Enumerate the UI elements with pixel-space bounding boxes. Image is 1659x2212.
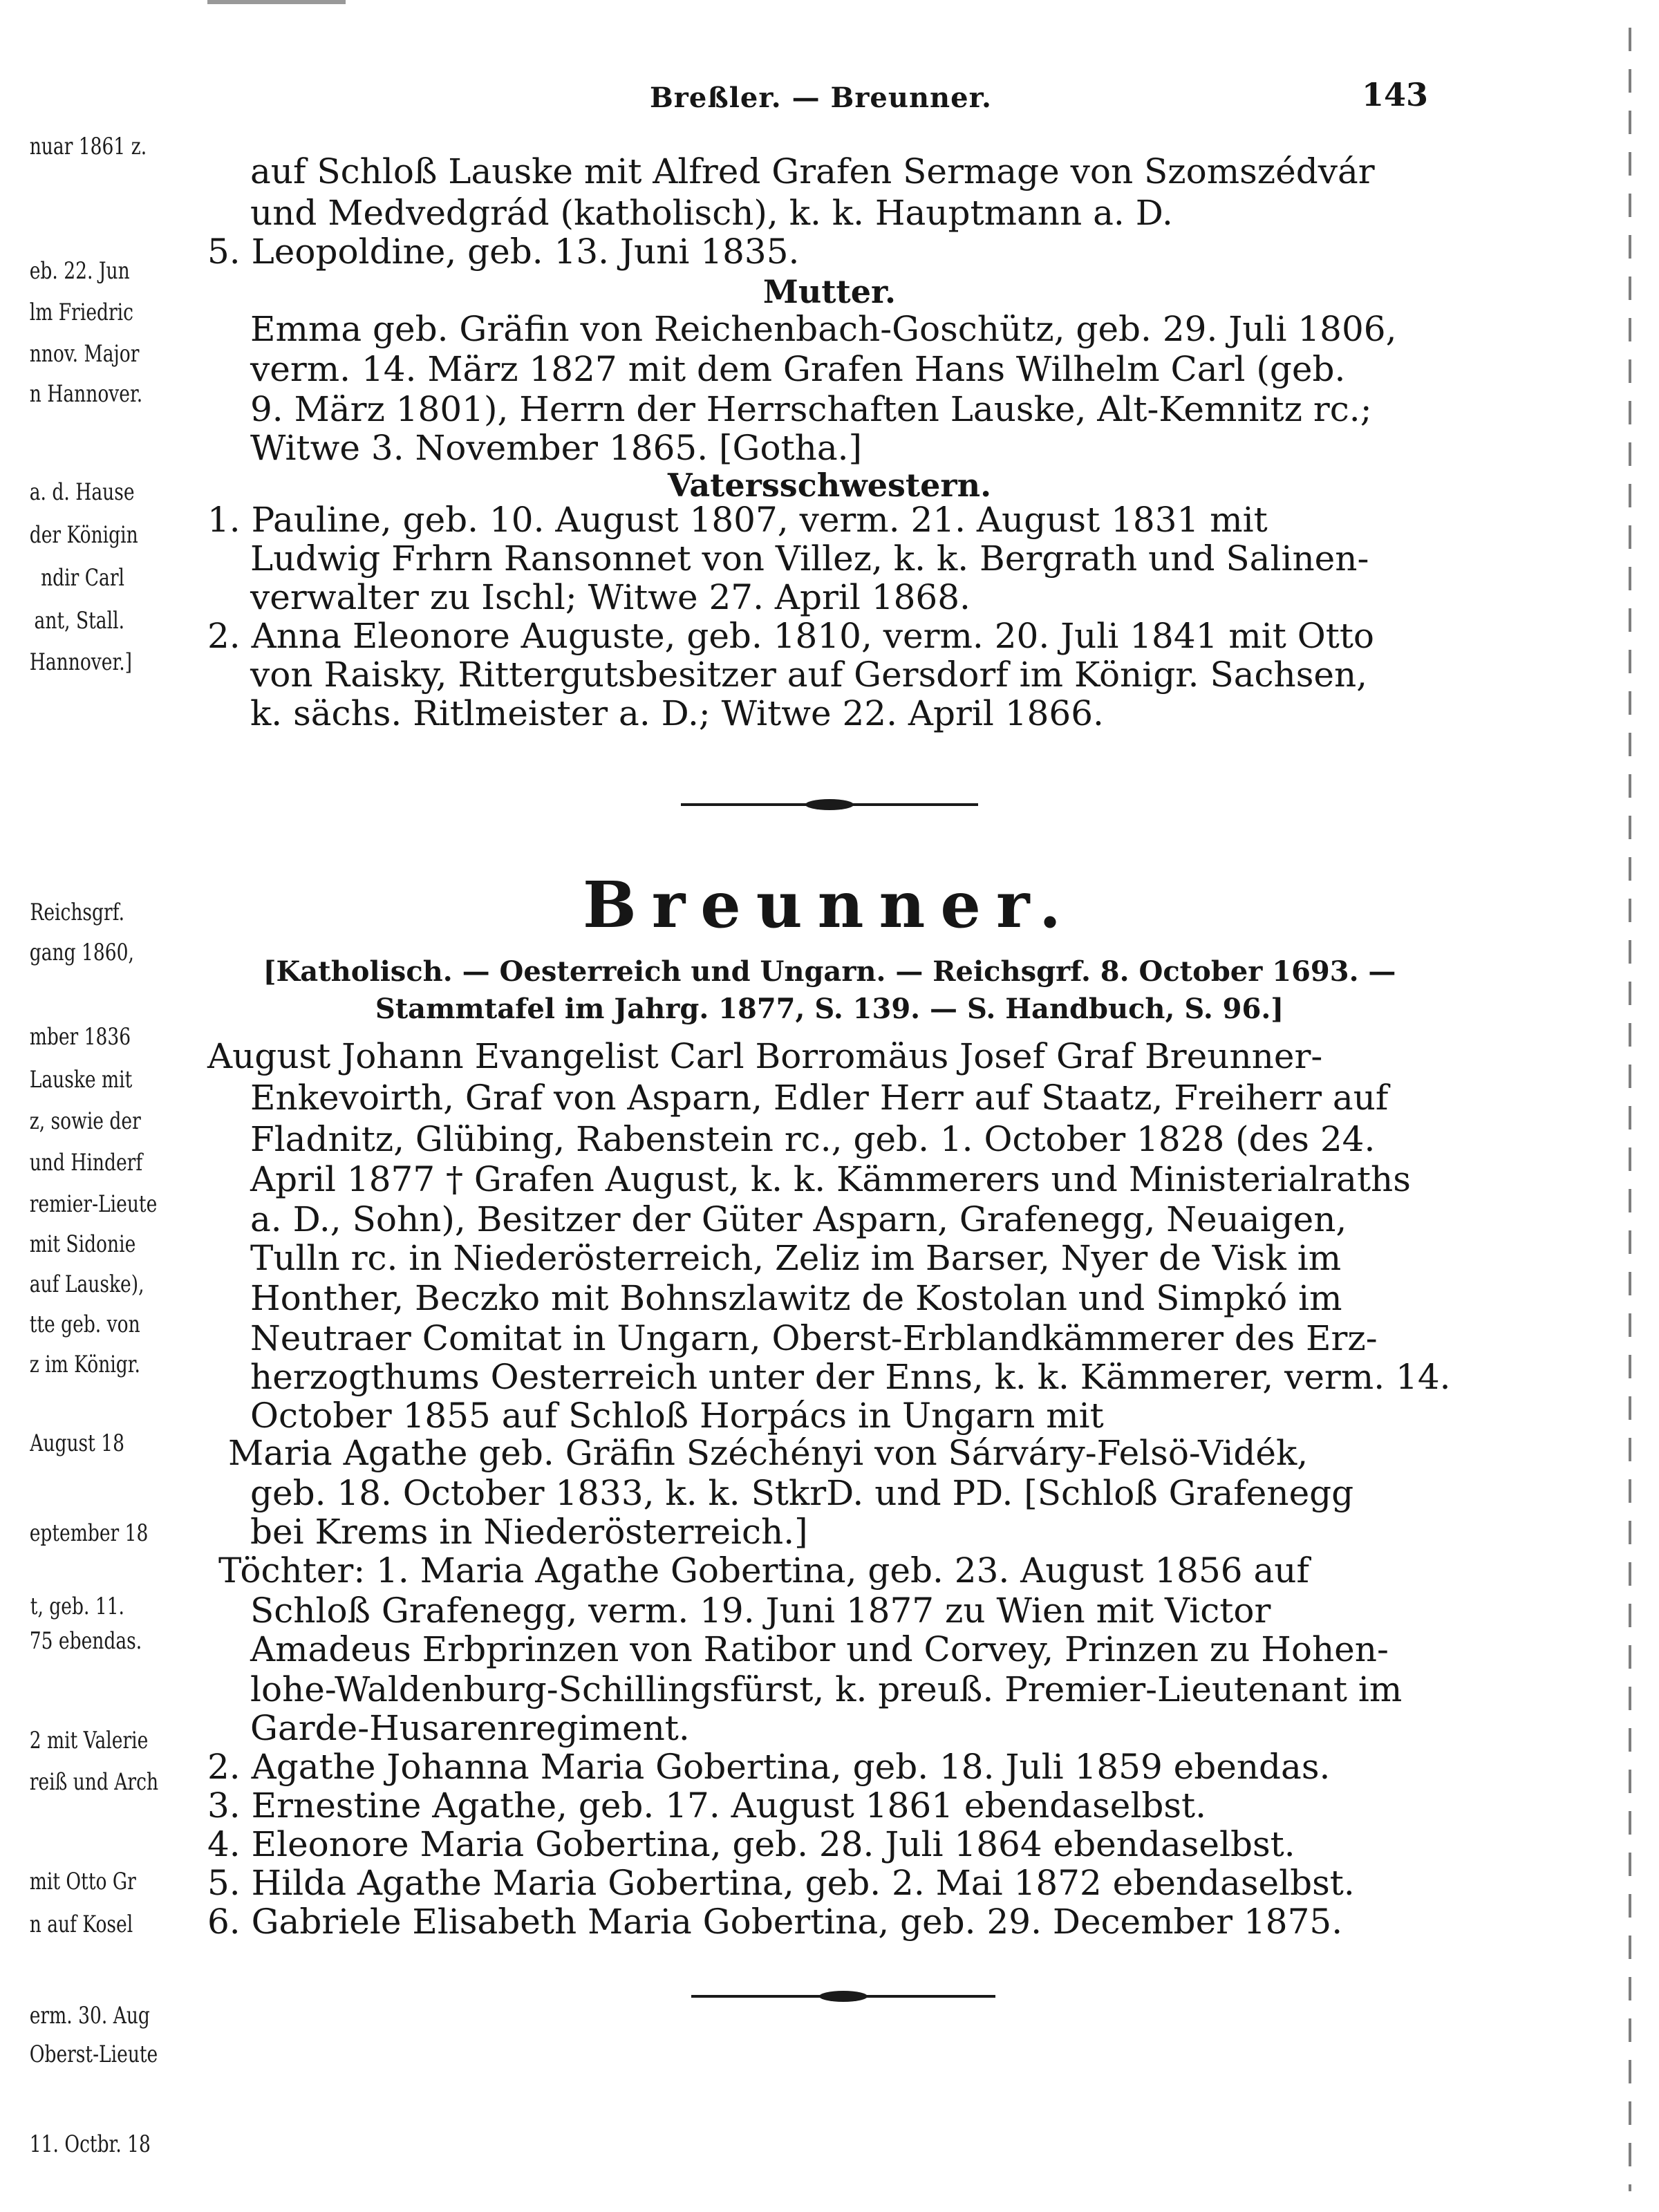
text-line: Schloß Grafenegg, verm. 19. Juni 1877 zu Wien mit Victor xyxy=(250,1591,1271,1631)
text-line: und Medvedgrád (katholisch), k. k. Hauptmann a. D. xyxy=(250,193,1173,233)
margin-fragment: mit Otto Gr xyxy=(29,1868,136,1895)
margin-fragment: auf Lauske), xyxy=(29,1271,144,1298)
text-line: auf Schloß Lauske mit Alfred Grafen Sermage von Szomszédvár xyxy=(250,151,1375,191)
text-line: 5. Hilda Agathe Maria Gobertina, geb. 2. Mai 1872 ebendaselbst. xyxy=(207,1863,1355,1903)
margin-fragment: August 18 xyxy=(30,1430,125,1457)
text-line: October 1855 auf Schloß Horpács in Ungarn mit xyxy=(250,1396,1104,1436)
text-line: von Raisky, Rittergutsbesitzer auf Gersdorf im Königr. Sachsen, xyxy=(250,655,1368,695)
margin-fragment: eptember 18 xyxy=(29,1519,149,1547)
margin-fragment: gang 1860, xyxy=(29,939,134,966)
margin-fragment: a. d. Hause xyxy=(29,478,135,506)
margin-fragment: eb. 22. Jun xyxy=(29,257,130,285)
text-line: geb. 18. October 1833, k. k. StkrD. und PD. [Schloß Grafenegg xyxy=(250,1473,1354,1513)
ornament-center xyxy=(819,1991,868,2002)
text-line: Tulln rc. in Niederösterreich, Zeliz im Barser, Nyer de Visk im xyxy=(250,1238,1342,1278)
page-number: 143 xyxy=(1362,76,1429,113)
text-line: 1. Pauline, geb. 10. August 1807, verm. 21. August 1831 mit xyxy=(207,500,1268,540)
text-line: Honther, Beczko mit Bohnszlawitz de Kostolan und Simpkó im xyxy=(250,1278,1342,1318)
text-line: Enkevoirth, Graf von Asparn, Edler Herr auf Staatz, Freiherr auf xyxy=(250,1078,1389,1118)
text-line: 5. Leopoldine, geb. 13. Juni 1835. xyxy=(207,232,800,272)
margin-fragment: Oberst-Lieute xyxy=(29,2041,158,2068)
margin-fragment: nuar 1861 z. xyxy=(29,133,147,160)
running-head: Breßler. — Breunner. xyxy=(650,82,992,114)
text-line: k. sächs. Ritlmeister a. D.; Witwe 22. April 1866. xyxy=(250,693,1104,733)
margin-fragment: t, geb. 11. xyxy=(30,1593,125,1620)
margin-fragment: z im Königr. xyxy=(29,1351,140,1378)
text-line: August Johann Evangelist Carl Borromäus Josef Graf Breunner- xyxy=(207,1036,1323,1076)
text-line: 9. März 1801), Herrn der Herrschaften Lauske, Alt-Kemnitz rc.; xyxy=(250,389,1372,429)
text-line: Ludwig Frhrn Ransonnet von Villez, k. k. Bergrath und Salinen- xyxy=(250,538,1369,579)
margin-fragment: Reichsgrf. xyxy=(30,899,124,926)
margin-fragment: n Hannover. xyxy=(29,380,143,408)
section-heading-aunts: Vatersschwestern. xyxy=(667,467,992,504)
text-line: lohe-Waldenburg-Schillingsfürst, k. preuß. Premier-Lieutenant im xyxy=(250,1669,1403,1709)
margin-fragment: 11. Octbr. 18 xyxy=(29,2130,151,2158)
text-line: bei Krems in Niederösterreich.] xyxy=(250,1512,808,1552)
ornament-center xyxy=(805,799,854,810)
margin-fragment: Lauske mit xyxy=(29,1066,133,1094)
margin-fragment: Hannover.] xyxy=(29,648,133,676)
text-line: Emma geb. Gräfin von Reichenbach-Goschütz, geb. 29. Juli 1806, xyxy=(250,309,1397,349)
text-line: 4. Eleonore Maria Gobertina, geb. 28. Juli 1864 ebendaselbst. xyxy=(207,1824,1295,1864)
family-info-line: [Katholisch. — Oesterreich und Ungarn. — Reichsgrf. 8. October 1693. — xyxy=(263,955,1396,988)
text-line: 2. Anna Eleonore Auguste, geb. 1810, verm. 20. Juli 1841 mit Otto xyxy=(207,616,1375,656)
margin-fragment: 75 ebendas. xyxy=(29,1627,142,1655)
margin-fragment: ant, Stall. xyxy=(34,607,124,635)
margin-fragment: der Königin xyxy=(29,521,138,549)
margin-fragment: mit Sidonie xyxy=(29,1230,136,1258)
text-line: April 1877 † Grafen August, k. k. Kämmerers und Ministerialraths xyxy=(250,1159,1411,1199)
text-line: a. D., Sohn), Besitzer der Güter Asparn, Grafenegg, Neuaigen, xyxy=(250,1199,1347,1239)
margin-fragment: reiß und Arch xyxy=(29,1768,159,1796)
margin-fragment: remier-Lieute xyxy=(29,1190,158,1218)
page-edge-mark xyxy=(1629,28,1631,2191)
margin-fragment: erm. 30. Aug xyxy=(29,2002,150,2030)
text-line: Töchter: 1. Maria Agathe Gobertina, geb. 23. August 1856 auf xyxy=(218,1550,1310,1591)
scan-mark xyxy=(207,0,346,4)
margin-fragment: mber 1836 xyxy=(29,1023,131,1051)
margin-fragment: n auf Kosel xyxy=(29,1911,133,1938)
text-line: Witwe 3. November 1865. [Gotha.] xyxy=(250,428,863,468)
family-title: Breunner. xyxy=(582,868,1077,942)
margin-fragment: und Hinderf xyxy=(29,1149,143,1177)
facing-page-margin xyxy=(0,0,159,2212)
text-line: Maria Agathe geb. Gräfin Széchényi von Sárváry-Felsö-Vidék, xyxy=(228,1433,1309,1473)
margin-fragment: tte geb. von xyxy=(29,1311,140,1338)
margin-fragment: ndir Carl xyxy=(41,564,124,592)
family-info-line: Stammtafel im Jahrg. 1877, S. 139. — S. Handbuch, S. 96.] xyxy=(375,993,1284,1025)
margin-fragment: lm Friedric xyxy=(29,299,134,326)
text-line: verm. 14. März 1827 mit dem Grafen Hans Wilhelm Carl (geb. xyxy=(250,349,1346,389)
text-line: Amadeus Erbprinzen von Ratibor und Corvey, Prinzen zu Hohen- xyxy=(250,1629,1389,1669)
text-line: Neutraer Comitat in Ungarn, Oberst-Erblandkämmerer des Erz- xyxy=(250,1318,1378,1358)
text-line: herzogthums Oesterreich unter der Enns, k. k. Kämmerer, verm. 14. xyxy=(250,1357,1451,1397)
margin-fragment: z, sowie der xyxy=(29,1107,141,1135)
text-line: Fladnitz, Glübing, Rabenstein rc., geb. 1. October 1828 (des 24. xyxy=(250,1119,1376,1159)
text-line: Garde-Husarenregiment. xyxy=(250,1708,690,1748)
text-line: 6. Gabriele Elisabeth Maria Gobertina, geb. 29. December 1875. xyxy=(207,1902,1343,1942)
margin-fragment: nnov. Major xyxy=(29,340,140,368)
section-heading-mother: Mutter. xyxy=(762,273,897,310)
margin-fragment: 2 mit Valerie xyxy=(29,1727,149,1754)
text-line: 2. Agathe Johanna Maria Gobertina, geb. 18. Juli 1859 ebendas. xyxy=(207,1747,1331,1787)
text-line: 3. Ernestine Agathe, geb. 17. August 1861 ebendaselbst. xyxy=(207,1785,1207,1826)
text-line: verwalter zu Ischl; Witwe 27. April 1868. xyxy=(250,577,971,617)
